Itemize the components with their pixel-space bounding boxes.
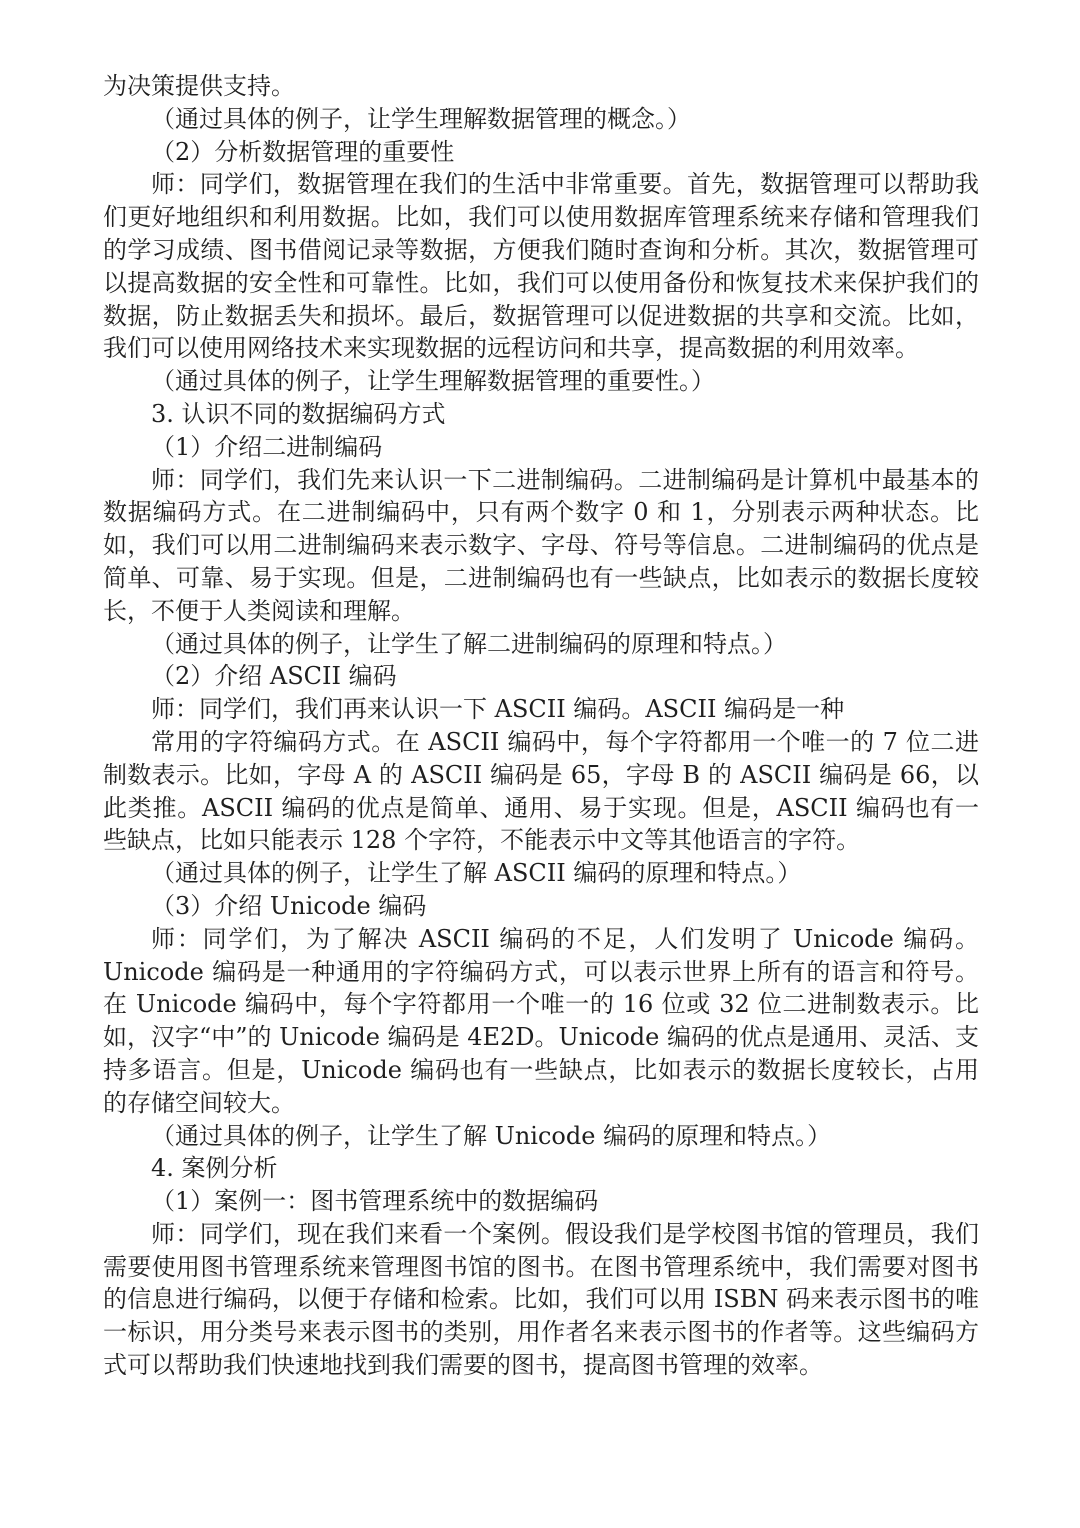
- subsection-heading: （1）介绍二进制编码: [151, 432, 383, 461]
- note-paragraph: （通过具体的例子，让学生了解二进制编码的原理和特点。）: [151, 629, 787, 658]
- section-heading: 3. 认识不同的数据编码方式: [151, 399, 446, 428]
- paragraph: 师：同学们，现在我们来看一个案例。假设我们是学校图书馆的管理员，我们需要使用图书管理系统来管理图书馆的图书。在图书管理系统中，我们需要对图书的信息进行编码，以便于存储和检索。比如，我们可以用 ISBN 码来表示图书的唯一标识，用分类号来表示图书的类别，用作者名来表示图书的作者等。这些编码方式可以帮助我们快速地找到我们需要的图书，提高图书管理的效率。: [103, 1219, 979, 1380]
- paragraph: 师：同学们，我们先来认识一下二进制编码。二进制编码是计算机中最基本的数据编码方式。在二进制编码中，只有两个数字 0 和 1，分别表示两种状态。比如，我们可以用二进制编码来表示数字、字母、符号等信息。二进制编码的优点是简单、可靠、易于实现。但是，二进制编码也有一些缺点，比如表示的数据长度较长，不便于人类阅读和理解。: [103, 465, 979, 625]
- paragraph: 师：同学们，数据管理在我们的生活中非常重要。首先，数据管理可以帮助我们更好地组织和利用数据。比如，我们可以使用数据库管理系统来存储和管理我们的学习成绩、图书借阅记录等数据，方便我们随时查询和分析。其次，数据管理可以提高数据的安全性和可靠性。比如，我们可以使用备份和恢复技术来保护我们的数据，防止数据丢失和损坏。最后，数据管理可以促进数据的共享和交流。比如，我们可以使用网络技术来实现数据的远程访问和共享，提高数据的利用效率。: [103, 170, 979, 363]
- note-paragraph: （通过具体的例子，让学生理解数据管理的重要性。）: [151, 367, 715, 396]
- paragraph: 为决策提供支持。: [103, 72, 295, 100]
- note-paragraph: （通过具体的例子，让学生理解数据管理的概念。）: [151, 104, 691, 133]
- subsection-heading: （1）案例一：图书管理系统中的数据编码: [151, 1187, 599, 1216]
- note-paragraph: （通过具体的例子，让学生了解 ASCII 编码的原理和特点。）: [151, 859, 802, 888]
- section-heading: 4. 案例分析: [151, 1154, 278, 1183]
- subsection-heading: （2）分析数据管理的重要性: [151, 137, 455, 166]
- note-paragraph: （通过具体的例子，让学生了解 Unicode 编码的原理和特点。）: [151, 1121, 832, 1150]
- subsection-heading: （2）介绍 ASCII 编码: [151, 662, 397, 691]
- paragraph: 常用的字符编码方式。在 ASCII 编码中，每个字符都用一个唯一的 7 位二进制数表示。比如，字母 A 的 ASCII 编码是 65，字母 B 的 ASCII 编码是 66，以此类推。ASCII 编码的优点是简单、通用、易于实现。但是，ASCII 编码也有一些缺点，比如只能表示 128 个字符，不能表示中文等其他语言的字符。: [103, 727, 979, 855]
- paragraph: 师：同学们，我们再来认识一下 ASCII 编码。ASCII 编码是一种: [151, 695, 845, 724]
- document-page: [103, 70, 979, 1382]
- paragraph: 师：同学们，为了解决 ASCII 编码的不足，人们发明了 Unicode 编码。Unicode 编码是一种通用的字符编码方式，可以表示世界上所有的语言和符号。在 Unicode 编码中，每个字符都用一个唯一的 16 位或 32 位二进制数表示。比如，汉字“中”的 Unicode 编码是 4E2D。Unicode 编码的优点是通用、灵活、支持多语言。但是，Unicode 编码也有一些缺点，比如表示的数据长度较长，占用的存储空间较大。: [103, 924, 979, 1117]
- subsection-heading: （3）介绍 Unicode 编码: [151, 891, 427, 920]
